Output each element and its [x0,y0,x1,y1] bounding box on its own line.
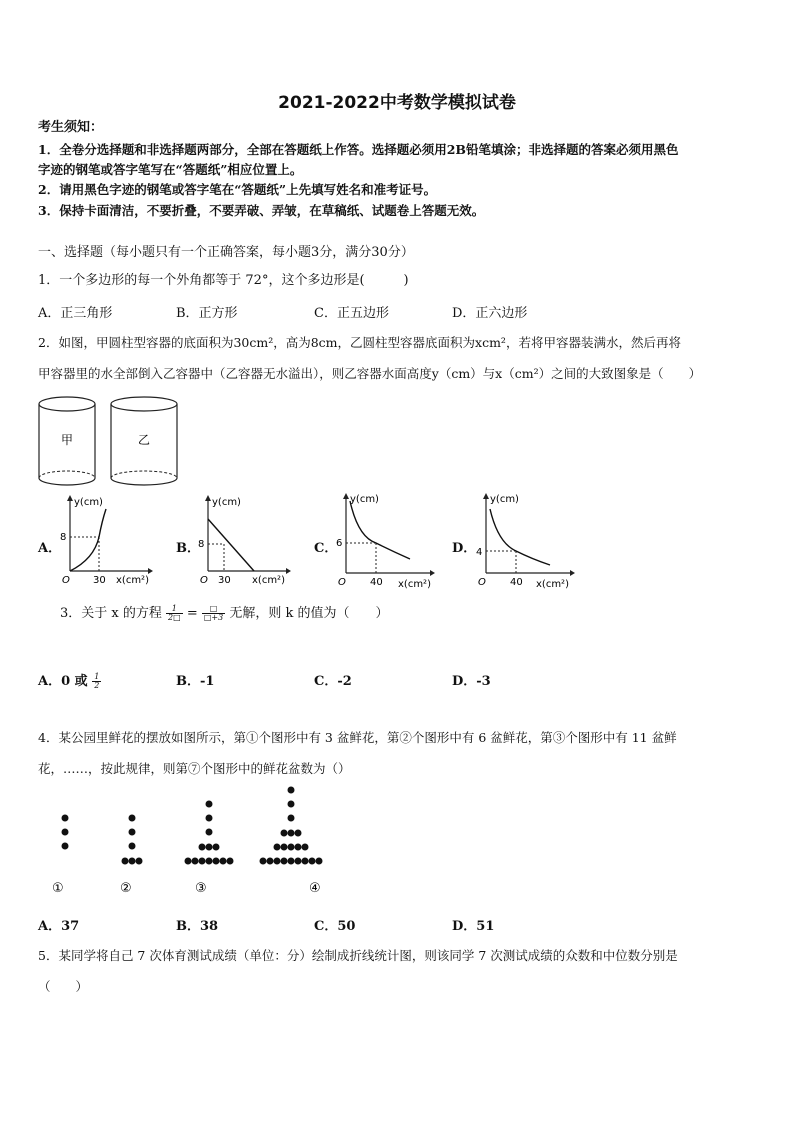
q3-stem-post: 无解，则 k 的值为（ ） [229,606,389,621]
flower-pattern-figure [40,780,340,900]
graph-d-y-tick: 4 [476,547,483,558]
q3-option-c: C．-2 [314,674,352,689]
flower-figure-1 [62,815,69,850]
q2-option-d-letter: D． [452,541,477,556]
q3-equals: = [186,606,198,621]
q2-graph-b [194,493,294,588]
q2-line-1: 2．如图，甲圆柱型容器的底面积为30cm²，高为8cm，乙圆柱型容器底面积为xcm²，若将甲容器装满水，然后再将 [38,335,681,350]
q4-option-b: B．38 [176,919,219,934]
notice-line-3: 2．请用黑色字迹的钢笔或答字笔在“答题纸”上先填写姓名和准考证号。 [38,182,437,197]
q4-option-c: C．50 [314,919,356,934]
q3-option-a-fraction [92,673,101,690]
q1-option-d: D．正六边形 [452,306,528,321]
q1-option-a: A．正三角形 [38,306,113,321]
notice-line-2: 字迹的钢笔或答字笔写在“答题纸”相应位置上。 [38,162,303,177]
graph-a-x-tick: 30 [93,575,106,586]
graph-d-origin: O [478,577,486,588]
q3-optA-den: 2 [94,681,100,690]
page-title: 2021-2022中考数学模拟试卷 [278,93,516,113]
q3-frac2-num: □ [202,605,225,614]
graph-c-y-label: y(cm) [350,494,379,505]
graph-d-x-tick: 40 [510,577,523,588]
flower-label-3: ③ [195,881,207,896]
flower-label-4: ④ [309,881,321,896]
flower-label-2: ② [120,881,132,896]
q2-graph-a [56,493,156,588]
flower-label-1: ① [52,881,64,896]
q4-line-1: 4．某公园里鲜花的摆放如图所示，第①个图形中有 3 盆鲜花，第②个图形中有 6 盆鲜花，第③个图形中有 11 盆鲜 [38,730,677,745]
q3-option-a [38,670,101,690]
q2-option-a-letter: A． [38,541,62,556]
flower-figure-2 [122,815,143,865]
graph-d-x-label: x(cm²) [536,579,569,590]
flower-figure-4 [260,787,323,865]
q5-line-1: 5．某同学将自己 7 次体育测试成绩（单位：分）绘制成折线统计图，则该同学 7 次测试成绩的众数和中位数分别是 [38,948,678,963]
graph-c-origin: O [338,577,346,588]
graph-b-y-tick: 8 [198,539,205,550]
graph-d-y-label: y(cm) [490,494,519,505]
graph-b-x-tick: 30 [218,575,231,586]
graph-a-y-tick: 8 [60,532,67,543]
cylinders-figure [34,394,184,489]
cylinder-jia-label: 甲 [60,433,74,447]
q4-line-2: 花，……，按此规律，则第⑦个图形中的鲜花盆数为（） [38,761,351,776]
q3-option-a-label: A．0 或 [38,674,88,689]
q4-option-a: A．37 [38,919,80,934]
q4-option-d: D．51 [452,919,495,934]
q1-option-c: C．正五边形 [314,306,389,321]
q5-line-2: （ ） [38,979,89,994]
q2-line-2: 甲容器里的水全部倒入乙容器中（乙容器无水溢出），则乙容器水面高度y（cm）与x（cm²）之间的大致图象是（ ） [38,366,702,381]
graph-b-y-label: y(cm) [212,497,241,508]
graph-c-y-tick: 6 [336,538,343,549]
graph-b-origin: O [200,575,208,586]
q2-graph-c [330,489,440,591]
q3-frac1-den: 2□ [168,613,181,622]
notice-heading: 考生须知： [38,120,104,135]
graph-c-x-tick: 40 [370,577,383,588]
graph-b-x-label: x(cm²) [252,575,285,586]
q1-stem: 1．一个多边形的每一个外角都等于 72°，这个多边形是( ) [38,273,409,288]
graph-a-origin: O [62,575,70,586]
notice-line-1: 1．全卷分选择题和非选择题两部分，全部在答题纸上作答。选择题必须用2B铅笔填涂；非选择题的答案必须用黑色 [38,142,679,157]
section-heading: 一、选择题（每小题只有一个正确答案，每小题3分，满分30分） [38,245,414,260]
q2-option-b-letter: B． [176,541,200,556]
q3-option-d: D．-3 [452,674,491,689]
q1-option-b: B．正方形 [176,306,238,321]
q3-stem [60,604,389,625]
q3-fraction-2 [202,605,225,622]
q3-option-b: B．-1 [176,674,215,689]
notice-line-4: 3．保持卡面清洁，不要折叠，不要弄破、弄皱，在草稿纸、试题卷上答题无效。 [38,203,485,218]
q3-fraction-1 [166,605,183,622]
graph-c-x-label: x(cm²) [398,579,431,590]
cylinder-yi [111,397,177,485]
q3-frac2-den: □+3 [203,613,224,622]
cylinder-jia [39,397,95,485]
q2-graph-d [470,489,580,591]
cylinder-yi-label: 乙 [137,433,151,447]
graph-a-y-label: y(cm) [74,497,103,508]
flower-figure-3 [185,801,234,865]
graph-a-x-label: x(cm²) [116,575,149,586]
q3-optA-num: 1 [94,672,100,681]
q2-option-c-letter: C． [314,541,338,556]
q3-stem-pre: 3．关于 x 的方程 [60,606,162,621]
q3-frac1-num: 1 [166,605,183,614]
